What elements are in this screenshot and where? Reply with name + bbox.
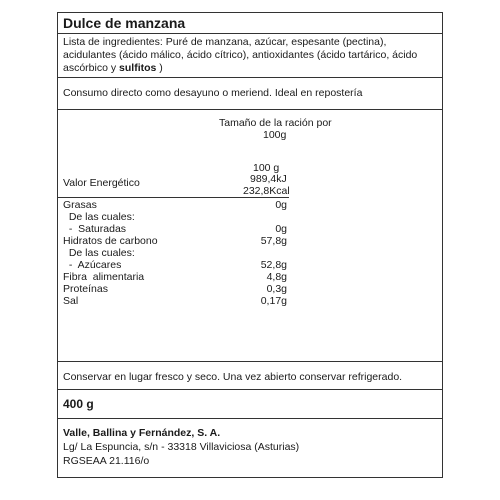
energy-label: Valor Energético <box>63 177 140 189</box>
nutrient-label: De las cuales: <box>63 211 135 223</box>
ingredients-text: ascórbico y <box>63 62 120 74</box>
weight-divider <box>58 418 442 419</box>
serving-header-line-1: Tamaño de la ración por <box>219 117 332 129</box>
nutrient-label: - Saturadas <box>63 223 127 235</box>
company-address: Lg/ La Espuncia, s/n - 33318 Villaviciosa (Asturias) <box>63 441 300 453</box>
energy-kcal: 232,8Kcal <box>243 185 290 197</box>
company-registry: RGSEAA 21.116/o <box>63 455 150 467</box>
serving-amount: 100 g <box>253 162 280 174</box>
nutrient-value: 0g <box>275 199 287 211</box>
title-divider <box>58 33 442 34</box>
nutrition-divider <box>58 361 442 362</box>
allergen-sulfitos: sulfitos <box>119 62 157 74</box>
nutrient-label: Hidratos de carbono <box>63 235 158 247</box>
usage-text: Consumo directo como desayuno o meriend. Ideal en repostería <box>63 87 363 99</box>
nutrient-value: 4,8g <box>266 271 287 283</box>
nutrient-label: De las cuales: <box>63 247 135 259</box>
company-name: Valle, Ballina y Fernández, S. A. <box>63 427 221 439</box>
ingredients-line-1: Lista de ingredientes: Puré de manzana, azúcar, espesante (pectina), <box>63 36 387 48</box>
product-title: Dulce de manzana <box>63 15 186 31</box>
nutrient-value: 0g <box>275 223 287 235</box>
ingredients-line-2: acidulantes (ácido málico, ácido cítrico), antioxidantes (ácido tartárico, ácido <box>63 49 418 61</box>
product-label-card <box>57 12 443 478</box>
nutrient-label: Grasas <box>63 199 97 211</box>
nutrient-value: 0,17g <box>260 295 287 307</box>
nutrient-label: - Azúcares <box>63 259 122 271</box>
nutrient-value: 0,3g <box>266 283 287 295</box>
usage-divider <box>58 109 442 110</box>
storage-divider <box>58 389 442 390</box>
nutrient-value: 57,8g <box>260 235 287 247</box>
nutrient-value: 52,8g <box>260 259 287 271</box>
energy-divider <box>58 197 289 198</box>
energy-kj: 989,4kJ <box>250 173 287 185</box>
serving-header-line-2: 100g <box>263 129 287 141</box>
nutrient-label: Sal <box>63 295 79 307</box>
ingredients-line-3 <box>63 62 163 74</box>
nutrient-label: Proteínas <box>63 283 108 295</box>
nutrient-label: Fibra alimentaria <box>63 271 145 283</box>
ingredients-divider <box>58 77 442 78</box>
storage-text: Conservar en lugar fresco y seco. Una vez abierto conservar refrigerado. <box>63 371 403 383</box>
ingredients-closing: ) <box>156 62 163 74</box>
net-weight: 400 g <box>63 397 94 411</box>
